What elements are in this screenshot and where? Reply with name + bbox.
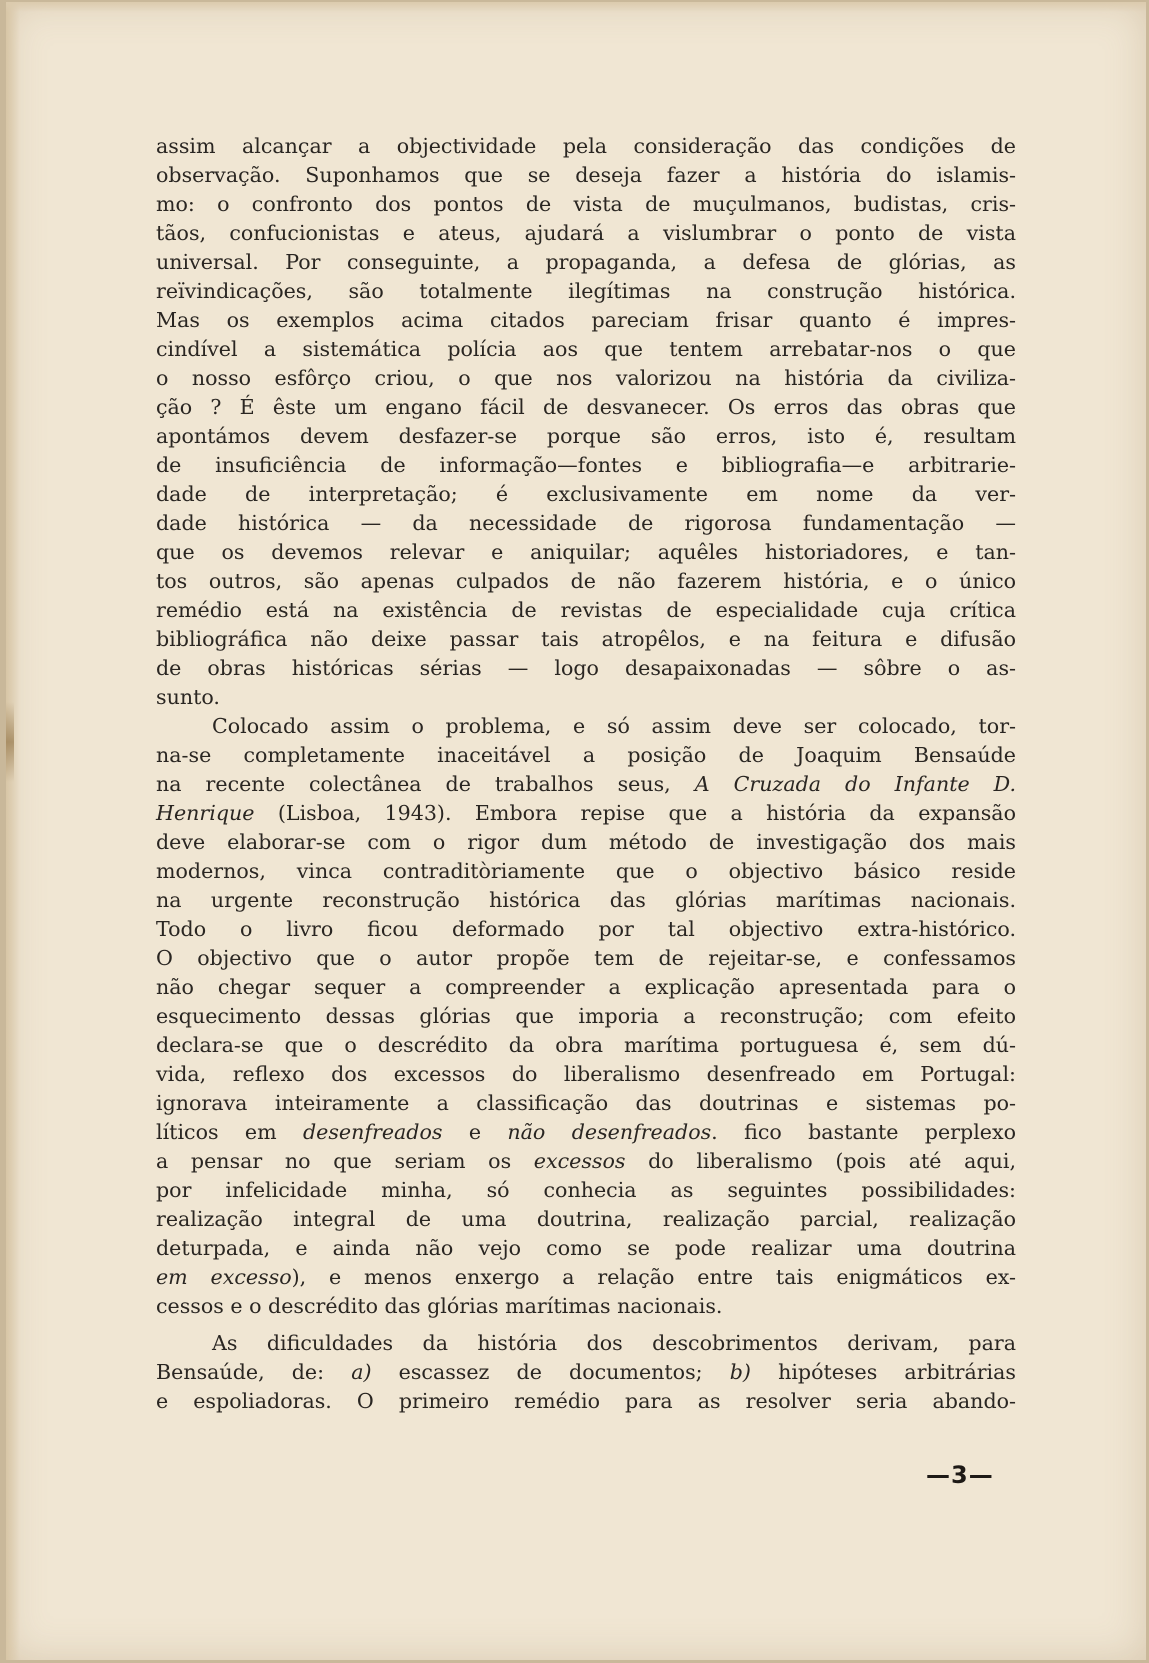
text-line <box>156 509 1016 538</box>
text-line <box>156 422 1016 451</box>
text-line <box>156 277 1016 306</box>
text-segment: do liberalismo (pois até aqui, <box>625 1149 1016 1173</box>
body-text <box>156 132 1016 1416</box>
text-segment: esquecimento dessas glórias que imporia a reconstrução; com efeito <box>156 1004 1016 1028</box>
text-segment: deve elaborar-se com o rigor dum método de investigação dos mais <box>156 830 1016 854</box>
text-segment: Todo o livro ficou deformado por tal objectivo extra-histórico. <box>156 917 1016 941</box>
text-segment: ignorava inteiramente a classificação das doutrinas e sistemas po- <box>156 1091 1016 1115</box>
italic-text: Henrique <box>156 801 255 825</box>
text-segment: e <box>442 1120 508 1144</box>
text-segment: cessos e o descrédito das glórias marítimas nacionais. <box>156 1294 723 1318</box>
text-line <box>156 654 1016 683</box>
text-line <box>156 828 1016 857</box>
text-line <box>156 944 1016 973</box>
text-segment: reïvindicações, são totalmente ilegítimas na construção histórica. <box>156 279 1016 303</box>
text-line <box>156 973 1016 1002</box>
text-line <box>156 799 1016 828</box>
text-line <box>156 1002 1016 1031</box>
text-segment: bibliográfica não deixe passar tais atropêlos, e na feitura e difusão <box>156 627 1016 651</box>
text-line <box>156 451 1016 480</box>
text-line <box>156 712 1016 741</box>
text-line <box>156 1176 1016 1205</box>
text-segment: ção ? É êste um engano fácil de desvanecer. Os erros das obras que <box>156 395 1016 419</box>
text-line <box>156 1263 1016 1292</box>
text-line <box>156 538 1016 567</box>
italic-text: b) <box>729 1360 751 1384</box>
text-segment: sunto. <box>156 685 220 709</box>
text-line <box>156 1060 1016 1089</box>
text-line <box>156 1292 1016 1321</box>
text-segment: modernos, vinca contraditòriamente que o objectivo básico reside <box>156 859 1016 883</box>
text-line <box>156 886 1016 915</box>
text-line <box>156 1329 1016 1358</box>
text-line <box>156 248 1016 277</box>
italic-text: excessos <box>533 1149 626 1173</box>
text-line <box>156 683 1016 712</box>
text-segment: não chegar sequer a compreender a explicação apresentada para o <box>156 975 1016 999</box>
page-left-edge-shading <box>6 2 20 1660</box>
text-segment: observação. Suponhamos que se deseja fazer a história do islamis- <box>156 163 1016 187</box>
text-segment: vida, reflexo dos excessos do liberalismo desenfreado em Portugal: <box>156 1062 1016 1086</box>
text-segment: hipóteses arbitrárias <box>750 1360 1016 1384</box>
text-segment: o nosso esfôrço criou, o que nos valorizou na história da civiliza- <box>156 366 1016 390</box>
text-segment: na recente colectânea de trabalhos seus, <box>156 772 695 796</box>
text-segment: Mas os exemplos acima citados pareciam frisar quanto é impres- <box>156 308 1016 332</box>
italic-text: a) <box>351 1360 372 1384</box>
text-segment: que os devemos relevar e aniquilar; aquêles historiadores, e tan- <box>156 540 1016 564</box>
text-segment: assim alcançar a objectividade pela consideração das condições de <box>156 134 1016 158</box>
text-line <box>156 857 1016 886</box>
text-segment: por infelicidade minha, só conhecia as seguintes possibilidades: <box>156 1178 1016 1202</box>
text-line <box>156 596 1016 625</box>
book-page <box>6 2 1146 1660</box>
page-top-edge-shading <box>6 2 1146 12</box>
text-line <box>156 1118 1016 1147</box>
text-segment: e espoliadoras. O primeiro remédio para as resolver seria abando- <box>156 1389 1016 1413</box>
text-segment: As dificuldades da história dos descobrimentos derivam, para <box>212 1331 1016 1355</box>
text-segment: tos outros, são apenas culpados de não fazerem história, e o único <box>156 569 1016 593</box>
text-line <box>156 1205 1016 1234</box>
page-number: —3— <box>926 1461 994 1489</box>
text-segment: ), e menos enxergo a relação entre tais enigmáticos ex- <box>291 1265 1016 1289</box>
text-line <box>156 306 1016 335</box>
text-segment: (Lisboa, 1943). Embora repise que a história da expansão <box>254 801 1016 825</box>
italic-text: A Cruzada do Infante D. <box>694 772 1016 796</box>
text-segment: apontámos devem desfazer-se porque são erros, isto é, resultam <box>156 424 1016 448</box>
text-segment: universal. Por conseguinte, a propaganda, a defesa de glórias, as <box>156 250 1016 274</box>
text-line <box>156 480 1016 509</box>
text-line <box>156 741 1016 770</box>
text-line <box>156 132 1016 161</box>
text-segment: declara-se que o descrédito da obra marítima portuguesa é, sem dú- <box>156 1033 1016 1057</box>
italic-text: desenfreados <box>302 1120 443 1144</box>
italic-text: não desenfreados <box>507 1120 712 1144</box>
binding-stain <box>6 702 14 782</box>
text-segment: de insuficiência de informação—fontes e bibliografia—e arbitrarie- <box>156 453 1016 477</box>
text-line <box>156 625 1016 654</box>
paragraph-gap <box>156 1321 1016 1329</box>
text-segment: cindível a sistemática polícia aos que tentem arrebatar-nos o que <box>156 337 1016 361</box>
text-segment: remédio está na existência de revistas de especialidade cuja crítica <box>156 598 1016 622</box>
text-line <box>156 335 1016 364</box>
text-line <box>156 1031 1016 1060</box>
text-segment: a pensar no que seriam os <box>156 1149 534 1173</box>
text-line <box>156 1387 1016 1416</box>
text-segment: realização integral de uma doutrina, realização parcial, realização <box>156 1207 1016 1231</box>
text-line <box>156 1147 1016 1176</box>
text-segment: escassez de documentos; <box>371 1360 730 1384</box>
text-segment: Bensaúde, de: <box>156 1360 352 1384</box>
text-line <box>156 1089 1016 1118</box>
text-line <box>156 219 1016 248</box>
text-segment: líticos em <box>156 1120 303 1144</box>
text-segment: de obras históricas sérias — logo desapaixonadas — sôbre o as- <box>156 656 1016 680</box>
text-segment: Colocado assim o problema, e só assim deve ser colocado, tor- <box>212 714 1016 738</box>
text-segment: dade histórica — da necessidade de rigorosa fundamentação — <box>156 511 1016 535</box>
text-line <box>156 161 1016 190</box>
text-line <box>156 393 1016 422</box>
text-line <box>156 190 1016 219</box>
text-line <box>156 770 1016 799</box>
text-segment: deturpada, e ainda não vejo como se pode realizar uma doutrina <box>156 1236 1016 1260</box>
text-line <box>156 567 1016 596</box>
italic-text: em excesso <box>156 1265 292 1289</box>
text-line <box>156 915 1016 944</box>
text-line <box>156 1234 1016 1263</box>
text-segment: O objectivo que o autor propõe tem de rejeitar-se, e confessamos <box>156 946 1016 970</box>
text-segment: na urgente reconstrução histórica das glórias marítimas nacionais. <box>156 888 1016 912</box>
text-segment: mo: o confronto dos pontos de vista de muçulmanos, budistas, cris- <box>156 192 1016 216</box>
text-segment: . fico bastante perplexo <box>711 1120 1016 1144</box>
text-line <box>156 1358 1016 1387</box>
text-line <box>156 364 1016 393</box>
text-segment: na-se completamente inaceitável a posição de Joaquim Bensaúde <box>156 743 1016 767</box>
text-segment: dade de interpretação; é exclusivamente em nome da ver- <box>156 482 1016 506</box>
text-segment: tãos, confucionistas e ateus, ajudará a vislumbrar o ponto de vista <box>156 221 1016 245</box>
